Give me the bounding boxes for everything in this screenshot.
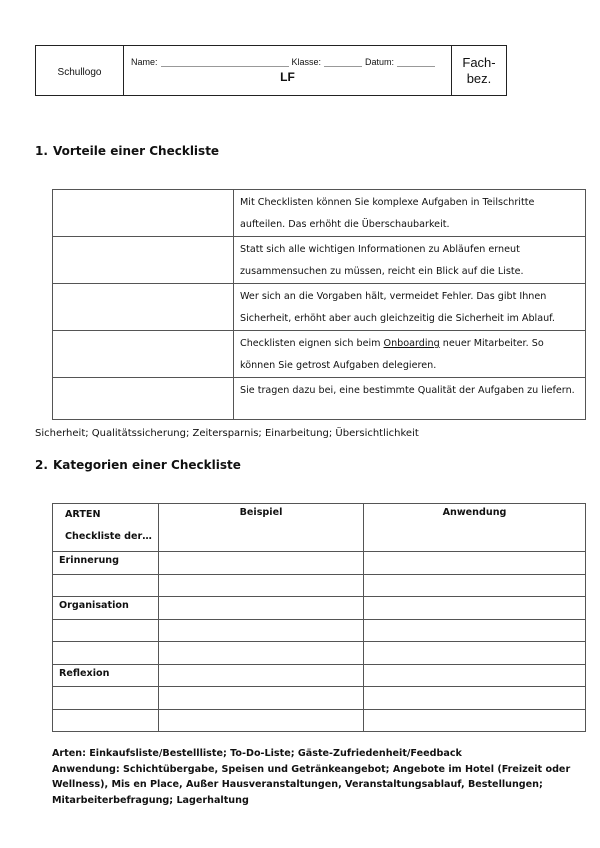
anwendung-cell[interactable] — [364, 664, 586, 687]
anwendung-cell[interactable] — [364, 642, 586, 665]
answer-cell-2[interactable] — [53, 237, 234, 284]
category-organisation: Organisation — [53, 597, 159, 620]
advantages-table — [52, 189, 586, 420]
section2-heading — [35, 458, 241, 472]
beispiel-cell[interactable] — [159, 642, 364, 665]
beispiel-cell[interactable] — [159, 552, 364, 575]
school-logo-label: Schullogo — [57, 67, 102, 78]
answer-cell-5[interactable] — [53, 378, 234, 420]
beispiel-cell[interactable] — [159, 687, 364, 710]
subject-label-line1: Fach- — [462, 54, 496, 70]
table-row — [53, 331, 586, 378]
learning-field-label: LF — [280, 70, 295, 84]
beispiel-cell[interactable] — [159, 597, 364, 620]
col-header-beispiel: Beispiel — [159, 504, 364, 552]
beispiel-cell[interactable] — [159, 574, 364, 597]
table-row — [53, 642, 586, 665]
name-label: Name: — [131, 57, 158, 67]
section2-number: 2. — [35, 458, 48, 472]
datum-label: Datum: — [365, 57, 395, 67]
table-row — [53, 552, 586, 575]
col-header-arten-line2: Checkliste der… — [65, 531, 152, 542]
advantage-text-1: Mit Checklisten können Sie komplexe Aufgaben in Teilschritte aufteilen. Das erhöht die Überschaubarkeit. — [234, 190, 586, 237]
arten-options: Arten: Einkaufsliste/Bestellliste; To-Do-Liste; Gäste-Zufriedenheit/Feedback — [52, 748, 462, 759]
table-row — [53, 574, 586, 597]
student-info-cell — [124, 46, 452, 95]
advantage-text-2: Statt sich alle wichtigen Informationen zu Abläufen erneut zusammensuchen zu müssen, reicht ein Blick auf die Liste. — [234, 237, 586, 284]
table-row — [53, 378, 586, 420]
section2-title: Kategorien einer Checkliste — [53, 458, 241, 472]
anwendung-options-line1: Anwendung: Schichtübergabe, Speisen und Getränkeangebot; Angebote im Hotel (Freizeit oder — [52, 763, 571, 775]
table-row — [53, 709, 586, 732]
answer-cell-3[interactable] — [53, 284, 234, 331]
category-blank-cell[interactable] — [53, 642, 159, 665]
beispiel-cell[interactable] — [159, 709, 364, 732]
category-blank-cell[interactable] — [53, 619, 159, 642]
section1-heading — [35, 144, 219, 158]
subject-cell — [452, 46, 506, 95]
beispiel-cell[interactable] — [159, 619, 364, 642]
advantage-text-3: Wer sich an die Vorgaben hält, vermeidet Fehler. Das gibt Ihnen Sicherheit, erhöht aber auch gleichzeitig die Sicherheit im Ablauf. — [234, 284, 586, 331]
category-blank-cell[interactable] — [53, 709, 159, 732]
section1-number: 1. — [35, 144, 48, 158]
col-header-arten — [53, 504, 159, 552]
anwendung-cell[interactable] — [364, 687, 586, 710]
category-blank-cell[interactable] — [53, 687, 159, 710]
table-row — [53, 284, 586, 331]
table-row — [53, 597, 586, 620]
advantage-text-4-after: neuer Mitarbeiter. So können Sie getrost Aufgaben delegieren. — [240, 338, 544, 371]
table-header-row — [53, 504, 586, 552]
table-row — [53, 237, 586, 284]
answer-cell-1[interactable] — [53, 190, 234, 237]
table-row — [53, 664, 586, 687]
table-row — [53, 619, 586, 642]
worksheet-header — [35, 45, 507, 96]
section1-title: Vorteile einer Checkliste — [53, 144, 220, 158]
anwendung-options-line3: Mitarbeiterbefragung; Lagerhaltung — [52, 794, 249, 806]
klasse-label: Klasse: — [291, 57, 322, 67]
datum-field[interactable] — [397, 57, 435, 67]
anwendung-options-line2: Wellness), Mis en Place, Außer Hausveranstaltungen, Veranstaltungsablauf, Bestellungen; — [52, 779, 543, 790]
beispiel-cell[interactable] — [159, 664, 364, 687]
word-bank: Sicherheit; Qualitätssicherung; Zeitersparnis; Einarbeitung; Übersichtlichkeit — [35, 428, 419, 439]
klasse-field[interactable] — [324, 57, 362, 67]
subject-label-line2: bez. — [466, 70, 492, 86]
answer-cell-4[interactable] — [53, 331, 234, 378]
col-header-arten-line1: ARTEN — [65, 509, 101, 520]
anwendung-cell[interactable] — [364, 709, 586, 732]
anwendung-cell[interactable] — [364, 597, 586, 620]
category-reflexion: Reflexion — [53, 664, 159, 687]
col-header-anwendung: Anwendung — [364, 504, 586, 552]
student-info-row — [131, 57, 438, 67]
school-logo-cell — [36, 46, 124, 95]
answer-options — [52, 746, 572, 808]
category-erinnerung: Erinnerung — [53, 552, 159, 575]
advantage-text-4-before: Checklisten eignen sich beim — [240, 338, 384, 349]
anwendung-cell[interactable] — [364, 619, 586, 642]
categories-table — [52, 503, 586, 732]
category-blank-cell[interactable] — [53, 574, 159, 597]
table-row — [53, 687, 586, 710]
advantage-text-5: Sie tragen dazu bei, eine bestimmte Qualität der Aufgaben zu liefern. — [234, 378, 586, 420]
name-field[interactable] — [161, 57, 289, 67]
onboarding-term: Onboarding — [383, 338, 440, 349]
advantage-text-4 — [234, 331, 586, 378]
anwendung-cell[interactable] — [364, 552, 586, 575]
anwendung-cell[interactable] — [364, 574, 586, 597]
table-row — [53, 190, 586, 237]
